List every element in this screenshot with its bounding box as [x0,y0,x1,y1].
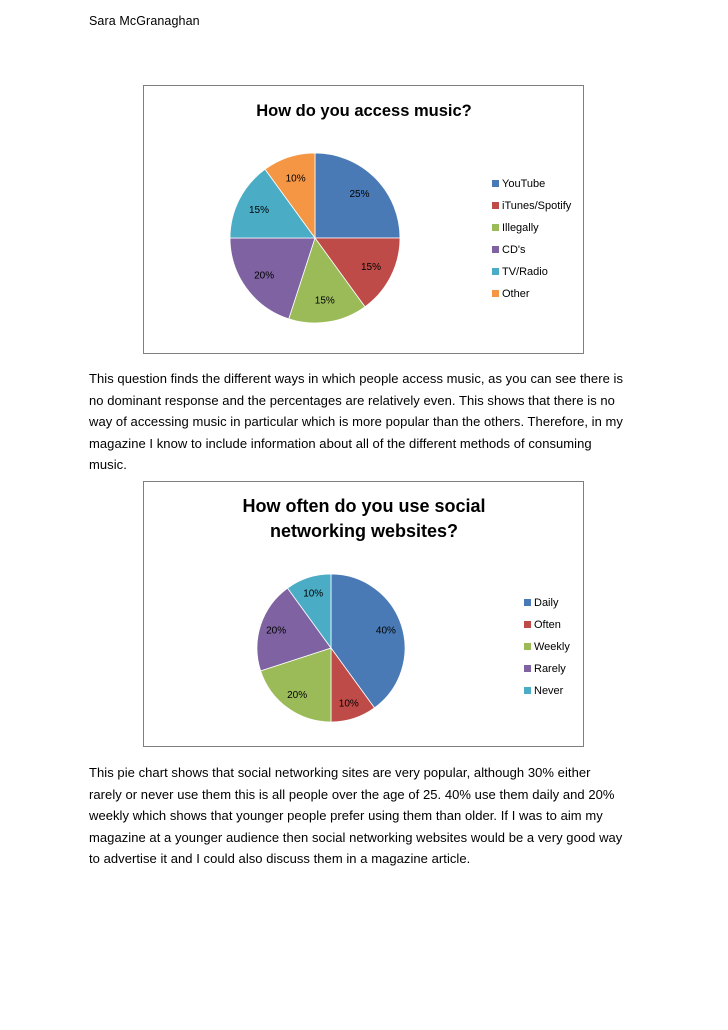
data-label-weekly: 20% [287,690,308,702]
paragraph-line: magazine at a younger audience then social networking websites would be a very good way [89,829,623,845]
paragraph-social-networking [89,762,649,870]
social-networking-pie-svg [144,482,585,748]
legend-label-weekly: Weekly [534,641,570,653]
social-networking-chart [143,481,584,747]
legend-swatch-itunes-spotify [492,202,499,209]
paragraph-line: weekly which shows that younger people prefer using them than older. If I was to aim my [89,808,603,823]
legend-swatch-tv-radio [492,268,499,275]
data-label-youtube: 25% [349,189,370,200]
paragraph-line: way of accessing music in particular which is more popular than the others. Therefore, in my [89,414,623,429]
legend-swatch-youtube [492,180,499,187]
data-label-illegally: 15% [314,295,335,307]
legend-label-illegally: Illegally [502,222,539,234]
paragraph-music-access [89,368,649,476]
paragraph-line: magazine I know to include information about all of the different methods of consuming [89,435,592,451]
chart-title: How often do you use social [242,496,486,516]
data-label-cd-s: 20% [254,270,275,282]
legend-swatch-other [492,290,499,297]
legend-label-rarely: Rarely [534,663,566,675]
data-label-tv-radio: 15% [248,204,270,216]
legend-swatch-rarely [524,665,531,672]
legend-label-tv-radio: TV/Radio [502,266,548,278]
legend-label-other: Other [502,288,530,300]
data-label-never: 10% [303,588,324,600]
chart-title: How do you access music? [256,102,472,120]
legend-label-itunes-spotify: iTunes/Spotify [502,200,572,212]
data-label-rarely: 20% [266,625,287,637]
legend-swatch-never [524,687,531,694]
paragraph-line: music. [89,457,127,472]
paragraph-line: rarely or never use them this is all people over the age of 25. 40% use them daily and 20% [89,786,615,802]
legend-swatch-daily [524,599,531,606]
paragraph-line: This question finds the different ways in which people access music, as you can see there is [89,371,624,386]
legend-swatch-weekly [524,643,531,650]
legend-swatch-often [524,621,531,628]
author-name: Sara McGranaghan [89,14,200,28]
legend-swatch-illegally [492,224,499,231]
paragraph-line: This pie chart shows that social networking sites are very popular, although 30% either [89,765,591,780]
paragraph-line: no dominant response and the percentages are relatively even. This shows that there is no [89,392,615,408]
chart-title: networking websites? [269,521,459,541]
legend-label-daily: Daily [534,597,559,609]
legend-label-cd-s: CD's [502,244,526,256]
legend-label-never: Never [534,685,564,697]
paragraph-line: to advertise it and I could also discuss them in a magazine article. [89,851,471,866]
music-access-pie-svg [144,86,585,355]
data-label-other: 10% [285,173,306,185]
legend-label-often: Often [534,619,561,631]
data-label-often: 10% [338,698,359,710]
data-label-itunes-spotify: 15% [360,262,382,274]
data-label-daily: 40% [375,625,396,637]
legend-label-youtube: YouTube [502,178,546,190]
music-access-chart [143,85,584,354]
legend-swatch-cd-s [492,246,499,253]
